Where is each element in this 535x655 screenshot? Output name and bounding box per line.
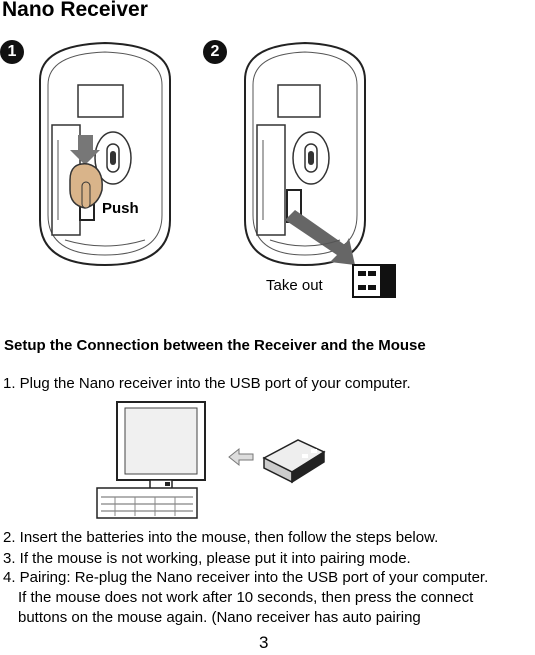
step-badge-2: 2 xyxy=(203,40,227,64)
step-2-text: 2. Insert the batteries into the mouse, then follow the steps below. xyxy=(3,529,439,546)
computer-illustration xyxy=(95,400,215,522)
step-badge-1: 1 xyxy=(0,40,24,64)
nano-receiver-icon xyxy=(352,263,397,299)
mouse-illustration-takeout xyxy=(235,40,410,300)
page-number: 3 xyxy=(259,633,269,652)
arrow-left-icon xyxy=(228,447,254,467)
page-title: Nano Receiver xyxy=(2,0,148,21)
step-3-text: 3. If the mouse is not working, please put it into pairing mode. xyxy=(3,550,411,567)
push-label: Push xyxy=(102,200,139,217)
step-4-text: 4. Pairing: Re-plug the Nano receiver into the USB port of your computer. xyxy=(3,569,489,586)
step-4-text-cont-1: If the mouse does not work after 10 seconds, then press the connect xyxy=(18,589,474,606)
mouse-illustration-push xyxy=(30,40,180,270)
takeout-label: Take out xyxy=(266,277,323,294)
step-4-text-cont-2: buttons on the mouse again. (Nano receiver has auto pairing xyxy=(18,609,421,626)
usb-receiver-icon xyxy=(262,436,328,486)
section-title: Setup the Connection between the Receiver and the Mouse xyxy=(4,337,426,354)
step-1-text: 1. Plug the Nano receiver into the USB port of your computer. xyxy=(3,375,411,392)
